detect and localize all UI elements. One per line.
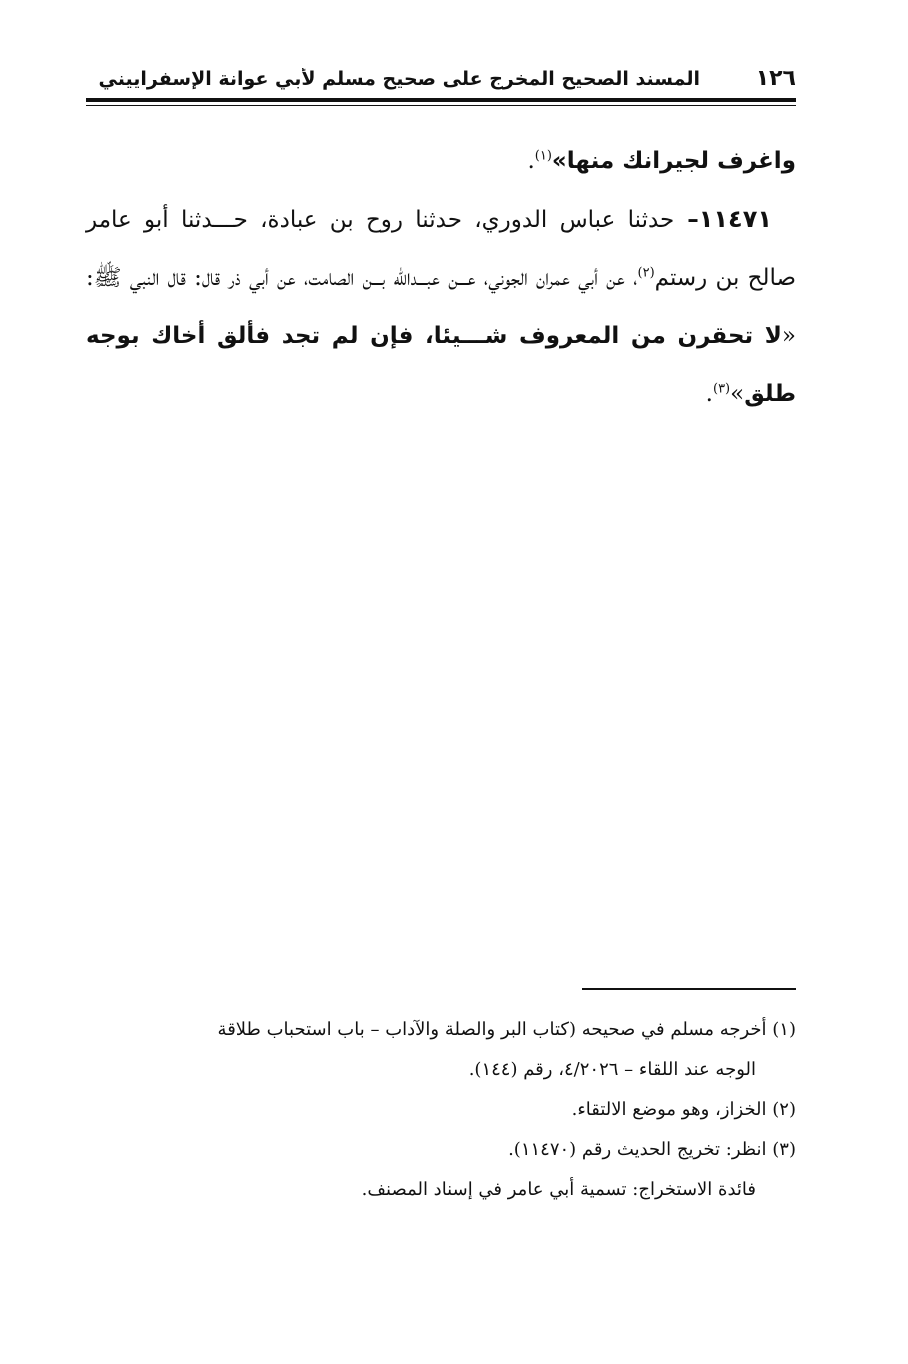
footnote-3-note: فائدة الاستخراج: تسمية أبي عامر في إسناد المصنف. bbox=[361, 1179, 756, 1200]
footnote-separator bbox=[582, 988, 796, 990]
footnote-ref-3: (٣) bbox=[712, 381, 731, 397]
hadith-isnad-a: حدثنا عباس الدوري، حدثنا روح بن عبادة، حـــدثنا أبو عامر صالح بن رستم bbox=[86, 207, 796, 291]
main-text bbox=[86, 132, 796, 423]
hadith-matn: لا تحقرن من المعروف شـــيئا، فإن لم تجد فألق أخاك بوجه طلق bbox=[86, 323, 796, 407]
continuation-end: . bbox=[527, 148, 535, 174]
page-header bbox=[86, 62, 796, 98]
hadith-paragraph bbox=[86, 190, 796, 423]
footnote-ref-2: (٢) bbox=[637, 265, 655, 281]
header-rule bbox=[86, 98, 796, 102]
footnote-3: (٣) انظر: تخريج الحديث رقم (١١٤٧٠). bbox=[508, 1139, 796, 1160]
continuation-line bbox=[86, 132, 796, 190]
footnote-ref-1: (١) bbox=[534, 148, 552, 164]
hadith-isnad-b: ، عن أبي عمران الجوني، عـــن عبـــدالله بـــن الصامت، عن أبي ذر قال: قال النبي ﷺ: « bbox=[86, 265, 796, 349]
hadith-number: ١١٤٧١ bbox=[698, 205, 772, 233]
hadith-end: . bbox=[705, 381, 713, 407]
page-number: ١٢٦ bbox=[755, 66, 796, 91]
footnotes bbox=[86, 1010, 796, 1210]
header-rule-thin bbox=[86, 105, 796, 106]
continuation-bold: واغرف لجيرانك منها» bbox=[551, 148, 796, 174]
hadith-close-quote: » bbox=[730, 381, 745, 407]
hadith-dash: – bbox=[674, 207, 699, 233]
running-title: المسند الصحيح المخرج على صحيح مسلم لأبي عوانة الإسفراييني bbox=[98, 68, 700, 90]
footnote-2: (٢) الخزاز، وهو موضع الالتقاء. bbox=[571, 1099, 796, 1120]
footnote-1-line-2: الوجه عند اللقاء – ٤/٢٠٢٦، رقم (١٤٤). bbox=[468, 1059, 756, 1080]
footnote-1-line-1: (١) أخرجه مسلم في صحيحه (كتاب البر والصلة والآداب – باب استحباب طلاقة bbox=[217, 1019, 796, 1040]
